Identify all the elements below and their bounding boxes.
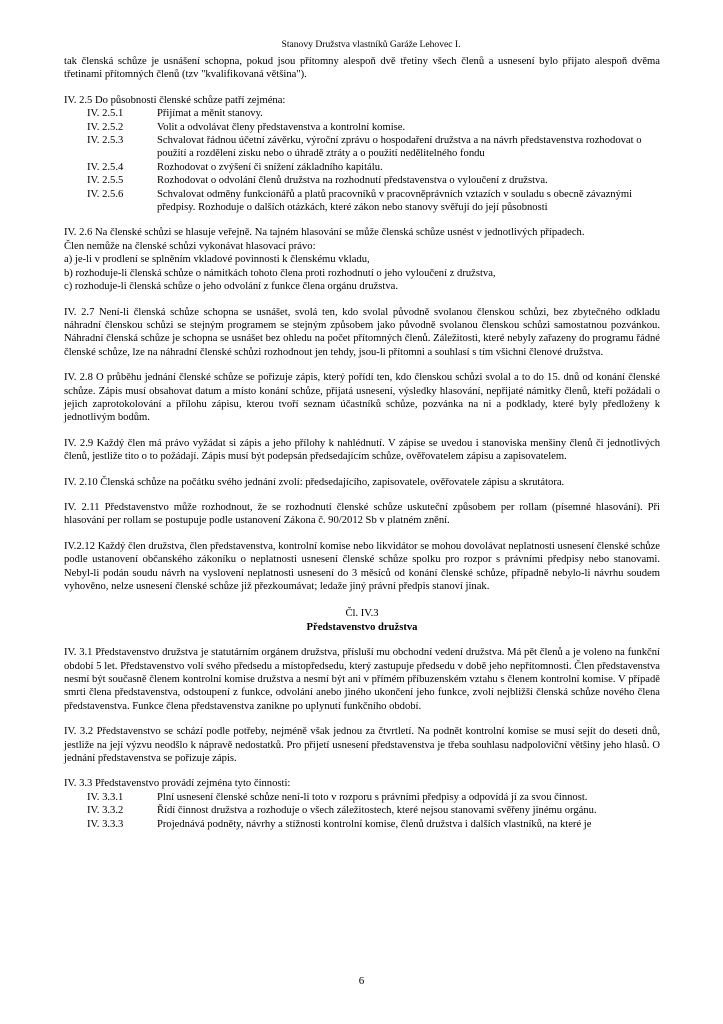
list-item <box>87 107 660 120</box>
item-number: IV. 2.5.3 <box>87 135 124 147</box>
section-3-3 <box>64 777 660 831</box>
intro-paragraph: tak členská schůze je usnášení schopna, pokud jsou přítomny alespoň dvě třetiny všech členů a usnesení bylo přijato alespoň dvěma třetinami přítomných členů (tzv "kvalifikovaná většina"). <box>64 56 660 81</box>
item-number: IV. 2.5.4 <box>87 161 124 173</box>
section-2-6 <box>64 226 660 293</box>
list-item <box>87 804 660 817</box>
section-line: IV. 2.6 Na členské schůzi se hlasuje veřejně. Na tajném hlasování se může členská schůze usnést v jednotlivých případech. <box>64 227 585 239</box>
section-2-7: IV. 2.7 Není-li členská schůze schopna se usnášet, svolá ten, kdo svolal původně svolanou členskou schůzi, bez zbytečného odkladu náhradní členskou schůzi se stejným programem se stejným způsobem jako původně svolanou členskou schůzi samostatnou pozvánkou. Náhradní členská schůze je schopna se usnášet bez ohledu na počet přítomných členů. Záležitosti, které nebyly zařazeny do programu řádné členské schůze, lze na náhradní členské schůzi rozhodnout jen tehdy, jsou-li přítomni a souhlasí s tím všichni členové družstva. <box>64 306 660 358</box>
article-heading <box>64 607 660 634</box>
section-2-5 <box>64 94 660 215</box>
item-text: Schvalovat řádnou účetní závěrku, výroční zprávu o hospodaření družstva a na návrh představenstva rozhodovat o použití a rozdělení zisku nebo o úhradě ztráty a o použití nedělitelného fondu <box>157 135 642 160</box>
section-line: a) je-li v prodlení se splněním vkladové povinnosti k členskému vkladu, <box>64 254 370 266</box>
section-2-5-list <box>87 107 660 214</box>
item-number: IV. 3.3.2 <box>87 805 124 817</box>
item-number: IV. 2.5.5 <box>87 175 124 187</box>
item-text: Rozhodovat o zvýšení či snížení základního kapitálu. <box>157 161 383 173</box>
section-3-1: IV. 3.1 Představenstvo družstva je statutárním orgánem družstva, přísluší mu obchodní vedení družstva. Má pět členů a je voleno na funkční období 5 let. Představenstvo volí svého předsedu a místopředsedu, který zastupuje předsedu v době jeho nepřítomnosti. Člen představenstva nesmí být současně členem kontrolní komise družstva a nesmí být ani v přímém příbuzenském vztahu s členem kontrolní komise. V případě smrti člena představenstva, odstoupení z funkce, odvolání anebo jiného ukončení jeho funkce, zvolí nejbližší členská schůze nového člena představenstva. Funkce člena představenstva zanikne po uplynutí funkčního období. <box>64 647 660 712</box>
list-item <box>87 134 660 161</box>
list-item <box>87 791 660 804</box>
article-title: Představenstvo družstva <box>306 621 418 633</box>
item-text: Přijímat a měnit stanovy. <box>157 108 263 120</box>
section-line: b) rozhoduje-li členská schůze o námitkách tohoto člena proti rozhodnutí o jeho vyloučení z družstva, <box>64 267 496 279</box>
section-line: c) rozhoduje-li členská schůze o jeho odvolání z funkce člena orgánu družstva. <box>64 281 398 293</box>
section-2-8: IV. 2.8 O průběhu jednání členské schůze se pořizuje zápis, který pořídí ten, kdo členskou schůzi svolal a to do 15. dnů od konání členské schůze. Zápis musí obsahovat datum a místo konání schůze, přijatá usnesení, výsledky hlasování, nepřijaté námitky členů, kteří požádali o jejich zaprotokolování a přílohu zápisu, kterou tvoří seznam účastníků schůze, pozvánka na ni a podklady, které byly předloženy k jednotlivým bodům. <box>64 372 660 424</box>
section-2-11: IV. 2.11 Představenstvo může rozhodnout, že se rozhodnutí členské schůze uskuteční způsobem per rollam (písemné hlasování). Při hlasování per rollam se postupuje podle ustanovení Zákona č. 90/2012 Sb v platném znění. <box>64 501 660 527</box>
page-number: 6 <box>358 975 365 987</box>
section-2-12: IV.2.12 Každý člen družstva, člen představenstva, kontrolní komise nebo likvidátor se mohou dovolávat neplatnosti usnesení členské schůze podle ustanovení občanského zákoníku o neplatnosti usnesení členské schůze spolku pro rozpor s právními předpisy nebo stanovami. Nebyl-li podán soudu návrh na vyslovení neplatnosti usnesení do 3 měsíců od konání členské schůze, případně nebylo-li návrhu soudem vyhověno, nelze usnesení členské schůze již přezkoumávat; ledaže jiný právní předpis stanoví jinak. <box>64 540 660 592</box>
list-item <box>87 161 660 174</box>
item-number: IV. 3.3.3 <box>87 818 124 830</box>
item-number: IV. 2.5.6 <box>87 188 124 200</box>
list-item <box>87 188 660 215</box>
article-number: Čl. IV.3 <box>345 608 379 620</box>
item-number: IV. 2.5.1 <box>87 108 124 120</box>
item-text: Rozhodovat o odvolání členů družstva na rozhodnutí představenstva o vyloučení z družstva. <box>157 175 548 187</box>
item-text: Plní usnesení členské schůze není-li toto v rozporu s právními předpisy a odpovídá jí za svou činnost. <box>157 791 588 803</box>
item-number: IV. 3.3.1 <box>87 791 124 803</box>
section-line: Člen nemůže na členské schůzi vykonávat hlasovací právo: <box>64 240 316 252</box>
item-text: Řídí činnost družstva a rozhoduje o všech záležitostech, které nejsou stanovami svěřeny jinému orgánu. <box>157 805 597 817</box>
running-header: Stanovy Družstva vlastníků Garáže Lehovec I. <box>281 39 461 50</box>
section-2-10: IV. 2.10 Členská schůze na počátku svého jednání zvolí: předsedajícího, zapisovatele, ověřovatele zápisu a skrutátora. <box>64 476 565 488</box>
section-3-2: IV. 3.2 Představenstvo se schází podle potřeby, nejméně však jednou za čtvrtletí. Na podnět kontrolní komise se musí sejít do deseti dnů, jestliže na její výzvu neodšlo k nápravě nedostatků. Pro přijetí usnesení představenstva je třeba souhlasu nadpoloviční většiny jeho hlasů. O jednání představenstva se pořizuje zápis. <box>64 726 660 765</box>
item-number: IV. 2.5.2 <box>87 121 124 133</box>
item-text: Projednává podněty, návrhy a stížnosti kontrolní komise, členů družstva i dalších vlastníků, na které je <box>157 818 592 830</box>
document-page <box>64 38 660 831</box>
item-text: Volit a odvolávat členy představenstva a kontrolní komise. <box>157 121 406 133</box>
section-3-3-list <box>87 791 660 831</box>
item-text: Schvalovat odměny funkcionářů a platů pracovníků v pracovněprávních vztazích v souladu s obecně závaznými předpisy. Rozhoduje o dalších otázkách, které zákon nebo stanovy svěřují do její působnosti <box>157 188 633 214</box>
section-2-5-title: IV. 2.5 Do působnosti členské schůze patří zejména: <box>64 94 286 106</box>
list-item <box>87 121 660 134</box>
list-item <box>87 818 660 831</box>
section-2-9: IV. 2.9 Každý člen má právo vyžádat si zápis a jeho přílohy k nahlédnutí. V zápise se uvedou i stanoviska menšiny členů či jednotlivých členů, jestliže tito o to požádají. Zápis musí být podepsán předsedajícím schůze, ověřovatelem zápisu a zapisovatelem. <box>64 437 660 463</box>
list-item <box>87 174 660 187</box>
section-3-3-title: IV. 3.3 Představenstvo provádí zejména tyto činnosti: <box>64 778 291 790</box>
